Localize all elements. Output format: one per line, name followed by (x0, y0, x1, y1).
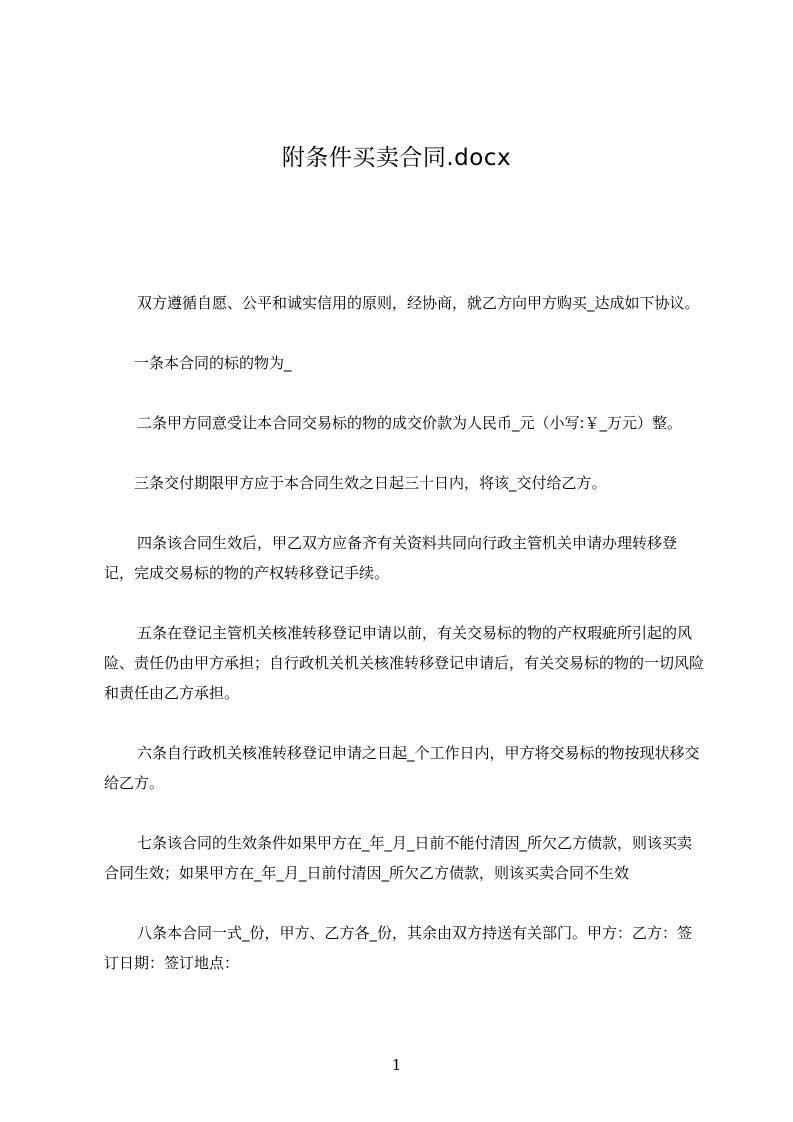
paragraph-preamble: 双方遵循自愿、公平和诚实信用的原则，经协商，就乙方向甲方购买_达成如下协议。 (137, 294, 700, 312)
paragraph-article-8: 八条本合同一式_份，甲方、乙方各_份，其余由双方持送有关部门。甲方：乙方：签订日期：签订地点： (104, 924, 693, 972)
paragraph-article-5: 五条在登记主管机关核准转移登记申请以前，有关交易标的物的产权瑕疵所引起的风险、责任仍由甲方承担；自行政机关机关核准转移登记申请后，有关交易标的物的一切风险和责任由乙方承担。 (104, 624, 705, 702)
paragraph-article-1: 一条本合同的标的物为_ (134, 354, 292, 372)
page-number: 1 (391, 1056, 402, 1074)
document-body (104, 288, 704, 1008)
paragraph-article-3: 三条交付期限甲方应于本合同生效之日起三十日内，将该_交付给乙方。 (134, 474, 607, 492)
paragraph-article-6: 六条自行政机关核准转移登记申请之日起_个工作日内，甲方将交易标的物按现状移交给乙方。 (104, 744, 700, 792)
paragraph-article-4: 四条该合同生效后，甲乙双方应备齐有关资料共同向行政主管机关申请办理转移登记，完成交易标的物的产权转移登记手续。 (104, 534, 678, 582)
document-title: 附条件买卖合同.docx (281, 145, 512, 171)
paragraph-article-7: 七条该合同的生效条件如果甲方在_年_月_日前不能付清因_所欠乙方债款，则该买卖合同生效；如果甲方在_年_月_日前付清因_所欠乙方债款，则该买卖合同不生效 (104, 834, 693, 882)
paragraph-article-2: 二条甲方同意受让本合同交易标的物的成交价款为人民币_元（小写:￥_万元）整。 (137, 414, 683, 432)
